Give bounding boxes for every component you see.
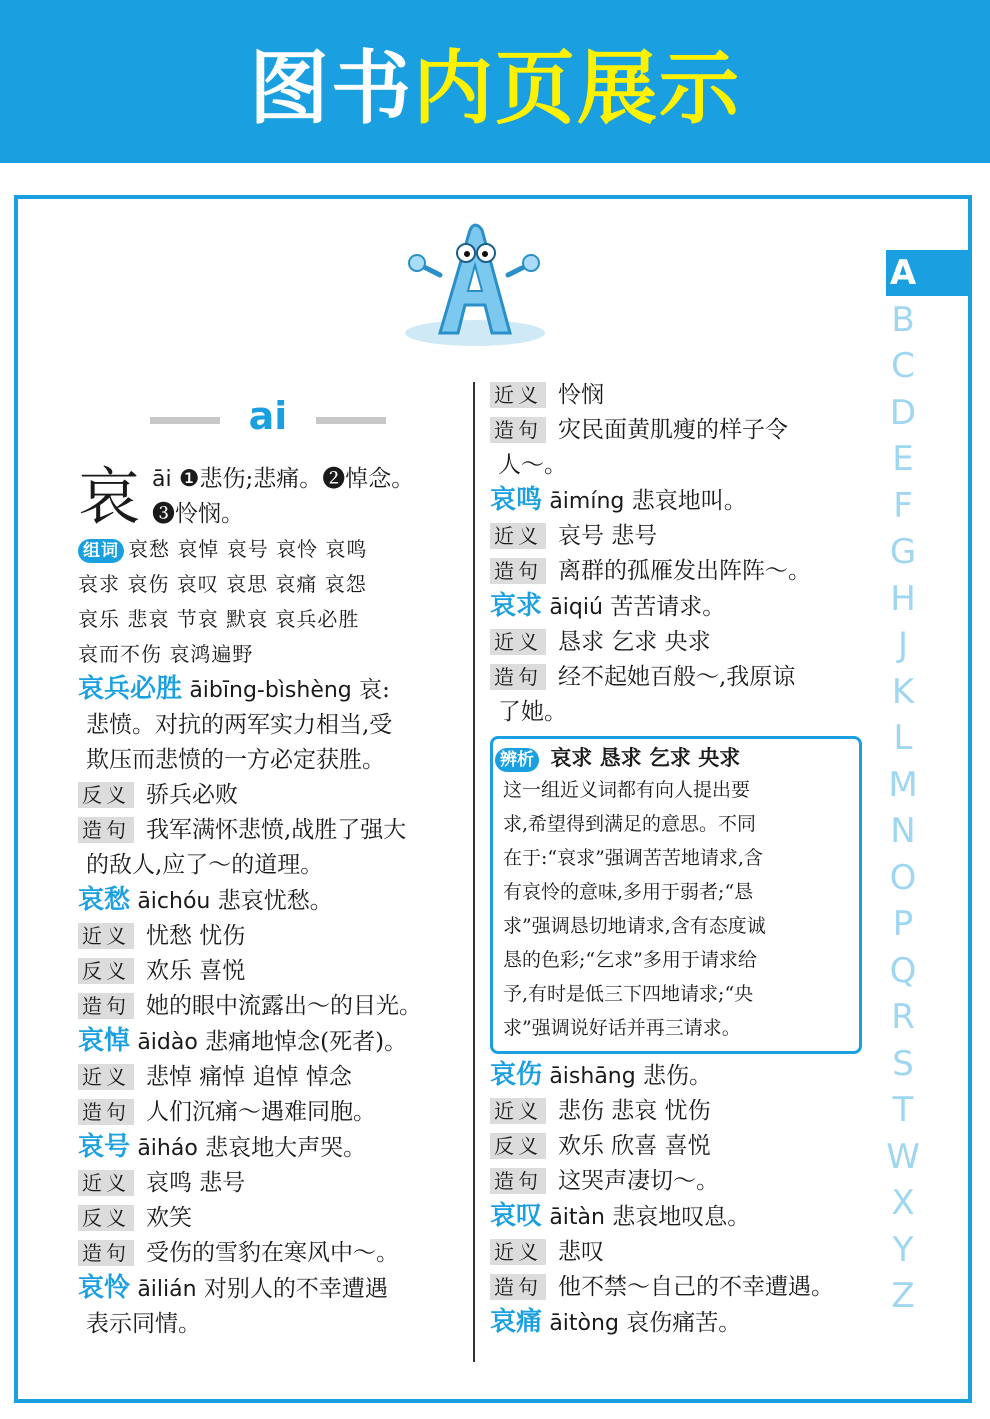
example-label: 造句 (78, 817, 134, 843)
example-row (78, 813, 470, 848)
entry-definition: 欺压而悲愤的一方必定获胜。 (86, 747, 385, 773)
alphabet-letter-x[interactable]: X (891, 1183, 915, 1223)
section-heading (150, 394, 386, 442)
letter-a-mascot-icon (400, 215, 550, 350)
alphabet-letter-b[interactable]: B (891, 299, 915, 340)
entry-pinyin: āitòng (549, 1311, 619, 1336)
antonym-text: 欢乐 欣喜 喜悦 (558, 1133, 711, 1159)
compound-words: 哀乐 悲哀 节哀 默哀 哀兵必胜 (78, 607, 360, 631)
antonym-text: 骄兵必败 (146, 782, 238, 808)
example-text: 经不起她百般～,我原谅 (558, 664, 796, 690)
entry-pinyin: āiháo (137, 1136, 198, 1161)
example-label: 造句 (78, 1099, 134, 1125)
entry-definition: 哀: (359, 677, 390, 703)
antonym-label: 反义 (490, 1133, 546, 1159)
antonym-row (490, 1129, 882, 1164)
main-character-def1: ❶悲伤;悲痛。❷悼念。 (178, 466, 415, 492)
alphabet-letter-a[interactable]: A (889, 253, 917, 293)
section-heading-text: ai (248, 394, 288, 438)
entry-definition: 悲哀地大声哭。 (205, 1135, 367, 1161)
example-label: 造句 (490, 558, 546, 584)
entry-definition: 悲哀地叫。 (631, 488, 747, 514)
compound-badge: 组词 (78, 539, 124, 563)
synonym-label: 近义 (490, 523, 546, 549)
alphabet-letter-o[interactable]: O (889, 857, 917, 898)
entry-pinyin: āidào (137, 1030, 198, 1055)
synonym-text: 忧愁 忧伤 (146, 923, 246, 949)
synonym-text: 哀号 悲号 (558, 523, 658, 549)
entry-word: 哀痛 (490, 1307, 543, 1337)
main-character-entry (78, 462, 470, 532)
analysis-text-line: 这一组近义词都有向人提出要 (503, 779, 751, 801)
example-text: 的敌人,应了～的道理。 (86, 852, 324, 878)
banner-title-part1: 图书 (249, 42, 413, 135)
entry-word: 哀怜 (78, 1273, 131, 1303)
antonym-row (78, 778, 470, 813)
example-label: 造句 (78, 993, 134, 1019)
synonym-row (490, 1094, 882, 1129)
alphabet-letter-h[interactable]: H (890, 578, 916, 619)
alphabet-letter-t[interactable]: T (892, 1090, 914, 1130)
antonym-row (78, 1201, 470, 1236)
example-text: 我军满怀悲愤,战胜了强大 (146, 817, 407, 843)
synonym-text: 怜悯 (558, 382, 604, 408)
entry-headline (78, 883, 470, 919)
compound-words: 哀愁 哀悼 哀号 哀怜 哀鸣 (128, 537, 368, 561)
entry-definition: 苦苦请求。 (610, 594, 726, 620)
example-row (78, 989, 470, 1024)
alphabet-letter-q[interactable]: Q (889, 950, 917, 991)
entry-headline (490, 1199, 882, 1235)
analysis-text-line: 有哀怜的意味,多用于弱者;“恳 (503, 881, 754, 903)
synonym-row (78, 1060, 470, 1095)
example-row (490, 413, 882, 448)
synonym-label: 近义 (78, 1064, 134, 1090)
title-banner (0, 0, 990, 163)
entry-word: 哀兵必胜 (78, 674, 183, 704)
entry-headline (490, 1305, 882, 1341)
synonym-row (78, 1166, 470, 1201)
alphabet-letter-z[interactable]: Z (891, 1276, 915, 1316)
example-text: 他不禁～自己的不幸遭遇。 (558, 1274, 834, 1300)
analysis-text-line: 予,有时是低三下四地请求;“央 (503, 983, 754, 1005)
entry-pinyin: āiqiú (549, 595, 603, 620)
main-character: 哀 (78, 460, 141, 533)
analysis-text-line: 求”强调恳切地请求,含有态度诚 (503, 915, 766, 937)
example-text: 了她。 (498, 699, 567, 725)
synonym-label: 近义 (78, 1170, 134, 1196)
analysis-box-title-row (500, 743, 849, 773)
entry-pinyin: āichóu (137, 889, 211, 914)
entry-definition: 悲愤。对抗的两军实力相当,受 (86, 712, 393, 738)
synonym-text: 悲伤 悲哀 忧伤 (558, 1098, 711, 1124)
alphabet-letter-j[interactable]: J (897, 625, 909, 665)
alphabet-letter-d[interactable]: D (889, 392, 917, 433)
entry-definition: 对别人的不幸遭遇 (203, 1276, 388, 1302)
synonym-row (78, 919, 470, 954)
synonym-label: 近义 (78, 923, 134, 949)
example-text: 离群的孤雁发出阵阵～。 (558, 558, 811, 584)
example-label: 造句 (490, 1274, 546, 1300)
alphabet-letter-y[interactable]: Y (892, 1229, 914, 1270)
entry-pinyin: āitàn (549, 1205, 605, 1230)
entry-definition: 悲伤。 (643, 1063, 713, 1089)
right-column (490, 378, 882, 1341)
entry-headline (490, 1058, 882, 1094)
synonym-text: 恳求 乞求 央求 (558, 629, 711, 655)
alphabet-letter-n[interactable]: N (890, 811, 916, 851)
entry-word: 哀叹 (490, 1201, 543, 1231)
synonym-label: 近义 (490, 1098, 546, 1124)
entry-headline (490, 483, 882, 519)
example-text: 人们沉痛～遇难同胞。 (146, 1099, 376, 1125)
antonym-text: 欢笑 (146, 1205, 192, 1231)
antonym-label: 反义 (78, 782, 134, 808)
example-label: 造句 (490, 417, 546, 443)
entry-definition: 悲哀地叹息。 (612, 1204, 751, 1230)
example-text: 受伤的雪豹在寒风中～。 (146, 1240, 399, 1266)
entry-pinyin: āibīng-bìshèng (189, 678, 352, 703)
antonym-row (78, 954, 470, 989)
analysis-box (490, 736, 862, 1054)
entry-pinyin: āimíng (549, 489, 625, 514)
main-character-pinyin: āi (152, 467, 172, 492)
main-character-def2: ❸怜悯。 (152, 501, 245, 527)
entry-headline (78, 1130, 470, 1166)
analysis-text-line: 求,希望得到满足的意思。不同 (503, 813, 757, 835)
alphabet-letter-g[interactable]: G (889, 532, 917, 572)
synonym-text: 哀鸣 悲号 (146, 1170, 246, 1196)
entry-word: 哀愁 (78, 885, 131, 915)
synonym-row (490, 519, 882, 554)
alphabet-letter-f[interactable]: F (893, 485, 913, 526)
entry-word: 哀求 (490, 591, 543, 621)
entry-word: 哀鸣 (490, 485, 543, 515)
example-label: 造句 (490, 664, 546, 690)
example-row (78, 1095, 470, 1130)
entry-pinyin: āilián (137, 1277, 197, 1302)
example-row (78, 1236, 470, 1271)
synonym-row (490, 625, 882, 660)
synonym-label: 近义 (490, 382, 546, 408)
synonym-text: 悲悼 痛悼 追悼 悼念 (146, 1064, 352, 1090)
entry-word: 哀悼 (78, 1026, 131, 1056)
compound-line (78, 532, 470, 567)
entry-headline (78, 672, 470, 708)
analysis-title: 哀求 恳求 乞求 央求 (550, 745, 741, 770)
alphabet-index (885, 250, 921, 1320)
alphabet-letter-m[interactable]: M (888, 764, 918, 805)
alphabet-letter-c[interactable]: C (891, 346, 915, 386)
column-divider (473, 382, 475, 1362)
alphabet-letter-w[interactable]: W (886, 1136, 920, 1177)
example-row (490, 1270, 882, 1305)
antonym-label: 反义 (78, 1205, 134, 1231)
left-column (78, 462, 470, 1342)
example-label: 造句 (78, 1240, 134, 1266)
compound-words: 哀而不伤 哀鸿遍野 (78, 642, 254, 666)
compound-words: 哀求 哀伤 哀叹 哀思 哀痛 哀怨 (78, 572, 367, 596)
alphabet-letter-s[interactable]: S (892, 1043, 914, 1084)
entry-definition: 悲哀忧愁。 (217, 888, 333, 914)
example-row (490, 554, 882, 589)
example-text: 她的眼中流露出～的目光。 (146, 993, 422, 1019)
example-row (490, 660, 882, 695)
analysis-badge: 辨析 (495, 748, 539, 772)
synonym-row (490, 1235, 882, 1270)
entry-word: 哀伤 (490, 1060, 543, 1090)
entry-pinyin: āishāng (549, 1064, 636, 1089)
entry-headline (78, 1024, 470, 1060)
alphabet-letter-r[interactable]: R (891, 997, 915, 1037)
alphabet-letter-e[interactable]: E (892, 439, 914, 479)
synonym-text: 悲叹 (558, 1239, 604, 1265)
alphabet-letter-l[interactable]: L (893, 718, 913, 758)
alphabet-letter-k[interactable]: K (891, 671, 915, 712)
entry-word: 哀号 (78, 1132, 131, 1162)
antonym-label: 反义 (78, 958, 134, 984)
entry-definition: 哀伤痛苦。 (626, 1310, 742, 1336)
analysis-text-line: 在于:“哀求”强调苦苦地请求,含 (503, 847, 763, 869)
entry-headline (78, 1271, 470, 1307)
example-text: 人～。 (498, 452, 567, 478)
analysis-text-line: 恳的色彩;“乞求”多用于请求给 (503, 949, 757, 971)
entry-definition: 悲痛地悼念(死者)。 (205, 1029, 408, 1055)
antonym-text: 欢乐 喜悦 (146, 958, 246, 984)
banner-title-part2: 内页展示 (413, 42, 741, 135)
entry-definition: 表示同情。 (86, 1311, 201, 1337)
example-text: 这哭声凄切～。 (558, 1168, 719, 1194)
example-row (490, 1164, 882, 1199)
alphabet-letter-p[interactable]: P (892, 904, 914, 944)
synonym-label: 近义 (490, 1239, 546, 1265)
example-label: 造句 (490, 1168, 546, 1194)
analysis-text-line: 求”强调说好话并再三请求。 (503, 1017, 741, 1039)
synonym-row (490, 378, 882, 413)
entry-headline (490, 589, 882, 625)
synonym-label: 近义 (490, 629, 546, 655)
example-text: 灾民面黄肌瘦的样子令 (558, 417, 788, 443)
